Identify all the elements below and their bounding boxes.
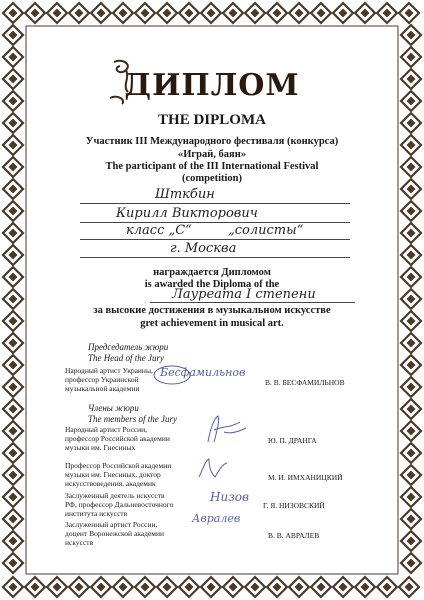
award-reason-ru: за высокие достижения в музыкальном искусстве (93, 305, 331, 316)
participant-en-line1: The participant of the III International Festival (105, 161, 319, 172)
member-signature: Низов (210, 490, 249, 504)
award-degree: Лауреата I степени (172, 287, 316, 302)
title-en: THE DIPLOMA (158, 112, 266, 128)
head-signature: Бесфамильнов (160, 366, 246, 379)
rule-line (150, 302, 355, 303)
award-reason-en: gret achievement in musical art. (140, 318, 284, 329)
member-signature-icon (200, 412, 255, 448)
member-title: Заслуженный артист России, доцент Воронежской академии искусств (65, 520, 165, 547)
recipient-class: класс „С“ (126, 223, 192, 238)
recipient-name: Кирилл Викторович (116, 206, 258, 221)
title-logo (0, 58, 424, 108)
member-title: Народный артист России, профессор Российской академии музыки им. Гнесиных (65, 425, 170, 452)
head-signature-icon (150, 362, 260, 386)
head-label-ru: Председатель жюри (88, 342, 169, 352)
award-en: is awarded the Diploma of the (144, 279, 280, 290)
award-ru: награждается Дипломом (153, 267, 271, 278)
participant-en-line2: (competition) (181, 173, 243, 184)
member-name: М. И. ИМХАНИЦКИЙ (268, 473, 343, 482)
head-title: Народный артист Украины, профессор Украинской музыкальной академии (65, 366, 153, 393)
member-signature-icon (195, 455, 235, 481)
recipient-surname: Шткбин (155, 187, 215, 202)
recipient-city: г. Москва (170, 241, 237, 256)
member-name: Г. Я. НИЗОВСКИЙ (263, 501, 325, 510)
member-name: В. В. АВРАЛЕВ (268, 531, 320, 540)
member-title: Заслуженный деятель искусств РФ, профессор Дальневосточного института искусств (65, 491, 174, 518)
rule-line (80, 222, 350, 223)
rule-line (80, 203, 350, 204)
rule-line (80, 239, 350, 240)
participant-ru-line1: Участник III Международного фестиваля (конкурса) (85, 136, 339, 147)
participant-ru-line2: «Играй, баян» (177, 149, 247, 160)
members-label-ru: Члены жюри (88, 403, 139, 413)
members-label-en: The members of the Jury (88, 414, 177, 424)
member-name: Ю. П. ДРАНГА (268, 436, 317, 445)
member-title: Профессор Российской академии музыки им. Гнесиных, доктор искусствоведения, академик (65, 461, 172, 488)
recipient-category: „солисты“ (228, 223, 304, 238)
head-name: В. В. БЕСФАМИЛЬНОВ (265, 378, 345, 387)
head-label-en: The Head of the Jury (88, 353, 164, 363)
member-signature: Авралев (192, 512, 241, 525)
title-ru: ДИПЛОМ (124, 68, 300, 103)
rule-line (80, 257, 350, 258)
